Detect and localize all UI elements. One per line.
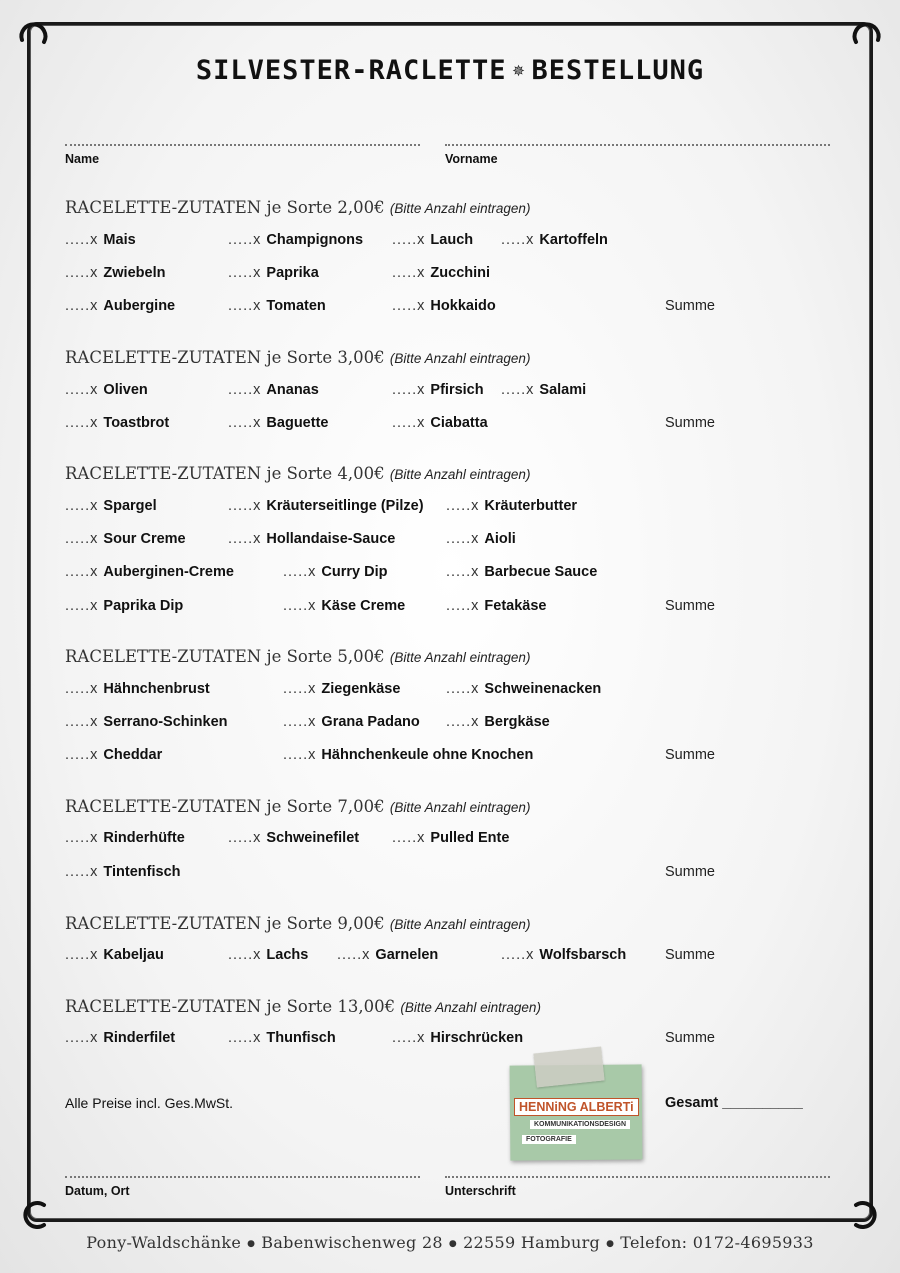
order-item[interactable] bbox=[501, 232, 608, 248]
order-item[interactable] bbox=[283, 747, 533, 763]
order-item[interactable] bbox=[228, 265, 319, 281]
item-name: Thunfisch bbox=[266, 1030, 336, 1046]
quantity-blank[interactable]: .....x bbox=[228, 265, 267, 281]
section-sum-field[interactable]: Summe bbox=[665, 598, 715, 614]
section-note: (Bitte Anzahl eintragen) bbox=[400, 1000, 541, 1015]
item-name: Auberginen-Creme bbox=[103, 564, 234, 580]
item-name: Toastbrot bbox=[103, 415, 170, 431]
item-name: Schweinefilet bbox=[266, 830, 360, 846]
order-item[interactable] bbox=[446, 714, 550, 730]
order-item[interactable] bbox=[65, 298, 175, 314]
item-name: Wolfsbarsch bbox=[539, 947, 627, 963]
order-item[interactable] bbox=[392, 382, 484, 398]
item-name: Aioli bbox=[484, 531, 516, 547]
order-item[interactable] bbox=[65, 747, 162, 763]
section-heading bbox=[65, 198, 530, 217]
item-name: Tintenfisch bbox=[103, 864, 181, 880]
title-left: SILVESTER-RACLETTE bbox=[195, 55, 507, 86]
order-item[interactable] bbox=[65, 531, 186, 547]
item-name: Lauch bbox=[430, 232, 474, 248]
item-name: Kräuterseitlinge (Pilze) bbox=[266, 498, 424, 514]
section-price: RACELETTE-ZUTATEN je Sorte 9,00€ bbox=[65, 914, 385, 933]
item-name: Kräuterbutter bbox=[484, 498, 578, 514]
quantity-blank[interactable]: .....x bbox=[392, 1030, 431, 1046]
unterschrift-line[interactable] bbox=[445, 1176, 830, 1178]
order-item[interactable] bbox=[392, 265, 490, 281]
logo-sub-foto: FOTOGRAFIE bbox=[522, 1135, 576, 1144]
order-item[interactable] bbox=[228, 1030, 336, 1046]
order-item[interactable] bbox=[65, 681, 210, 697]
item-name: Käse Creme bbox=[321, 598, 406, 614]
item-name: Hokkaido bbox=[430, 298, 496, 314]
quantity-blank[interactable]: .....x bbox=[65, 382, 104, 398]
section-price: RACELETTE-ZUTATEN je Sorte 2,00€ bbox=[65, 198, 385, 217]
vorname-line[interactable] bbox=[445, 144, 830, 146]
quantity-blank[interactable]: .....x bbox=[228, 531, 267, 547]
item-name: Kartoffeln bbox=[539, 232, 608, 248]
section-sum-field[interactable]: Summe bbox=[665, 415, 715, 431]
quantity-blank[interactable]: .....x bbox=[337, 947, 376, 963]
section-sum-field[interactable]: Summe bbox=[665, 298, 715, 314]
item-name: Ziegenkäse bbox=[321, 681, 401, 697]
quantity-blank[interactable]: .....x bbox=[228, 947, 267, 963]
section-heading bbox=[65, 914, 530, 933]
item-name: Hähnchenkeule ohne Knochen bbox=[321, 747, 534, 763]
order-item[interactable] bbox=[228, 298, 326, 314]
order-item[interactable] bbox=[446, 564, 597, 580]
bullet-icon: ● bbox=[606, 1239, 615, 1249]
address-part: Babenwischenweg 28 bbox=[261, 1233, 443, 1252]
section-note: (Bitte Anzahl eintragen) bbox=[389, 800, 531, 815]
datum-label: Datum, Ort bbox=[65, 1184, 130, 1198]
order-item[interactable] bbox=[228, 498, 424, 514]
order-item[interactable] bbox=[337, 947, 438, 963]
item-name: Baguette bbox=[266, 415, 329, 431]
order-item[interactable] bbox=[501, 382, 586, 398]
section-note: (Bitte Anzahl eintragen) bbox=[389, 467, 531, 482]
quantity-blank[interactable]: .....x bbox=[65, 598, 104, 614]
quantity-blank[interactable]: .....x bbox=[392, 382, 431, 398]
section-price: RACELETTE-ZUTATEN je Sorte 3,00€ bbox=[65, 348, 385, 367]
order-item[interactable] bbox=[228, 947, 308, 963]
page-title bbox=[0, 55, 900, 86]
order-item[interactable] bbox=[446, 681, 601, 697]
item-name: Rinderhüfte bbox=[103, 830, 185, 846]
section-note: (Bitte Anzahl eintragen) bbox=[389, 650, 531, 665]
quantity-blank[interactable]: .....x bbox=[65, 265, 104, 281]
section-heading bbox=[65, 797, 530, 816]
footer-address bbox=[0, 1233, 900, 1252]
section-sum-field[interactable]: Summe bbox=[665, 864, 715, 880]
logo-name: HENNiNG ALBERTi bbox=[514, 1098, 639, 1116]
total-field[interactable]: Gesamt __________ bbox=[665, 1095, 803, 1111]
item-name: Ananas bbox=[266, 382, 319, 398]
item-name: Champignons bbox=[266, 232, 364, 248]
quantity-blank[interactable]: .....x bbox=[501, 382, 540, 398]
order-item[interactable] bbox=[446, 498, 577, 514]
section-sum-field[interactable]: Summe bbox=[665, 1030, 715, 1046]
address-part: Telefon: 0172-4695933 bbox=[620, 1233, 814, 1252]
section-price: RACELETTE-ZUTATEN je Sorte 4,00€ bbox=[65, 464, 385, 483]
order-item[interactable] bbox=[65, 265, 165, 281]
section-heading bbox=[65, 464, 530, 483]
quantity-blank[interactable]: .....x bbox=[446, 714, 485, 730]
item-name: Sour Creme bbox=[103, 531, 186, 547]
quantity-blank[interactable]: .....x bbox=[65, 864, 104, 880]
section-price: RACELETTE-ZUTATEN je Sorte 13,00€ bbox=[65, 997, 396, 1016]
quantity-blank[interactable]: .....x bbox=[283, 564, 322, 580]
quantity-blank[interactable]: .....x bbox=[501, 232, 540, 248]
item-name: Salami bbox=[539, 382, 587, 398]
order-item[interactable] bbox=[392, 830, 509, 846]
unterschrift-label: Unterschrift bbox=[445, 1184, 516, 1198]
quantity-blank[interactable]: .....x bbox=[446, 564, 485, 580]
horseshoe-icon bbox=[846, 12, 886, 52]
order-item[interactable] bbox=[283, 564, 388, 580]
quantity-blank[interactable]: .....x bbox=[283, 598, 322, 614]
name-label: Name bbox=[65, 152, 100, 166]
quantity-blank[interactable]: .....x bbox=[392, 298, 431, 314]
order-item[interactable] bbox=[446, 598, 547, 614]
item-name: Cheddar bbox=[103, 747, 163, 763]
item-name: Paprika Dip bbox=[103, 598, 184, 614]
order-item[interactable] bbox=[65, 947, 164, 963]
quantity-blank[interactable]: .....x bbox=[392, 415, 431, 431]
quantity-blank[interactable]: .....x bbox=[65, 415, 104, 431]
quantity-blank[interactable]: .....x bbox=[446, 598, 485, 614]
address-part: Pony-Waldschänke bbox=[86, 1233, 242, 1252]
quantity-blank[interactable]: .....x bbox=[228, 415, 267, 431]
item-name: Ciabatta bbox=[430, 415, 488, 431]
section-note: (Bitte Anzahl eintragen) bbox=[389, 201, 531, 216]
quantity-blank[interactable]: .....x bbox=[228, 1030, 267, 1046]
quantity-blank[interactable]: .....x bbox=[392, 265, 431, 281]
item-name: Pfirsich bbox=[430, 382, 484, 398]
order-item[interactable] bbox=[501, 947, 626, 963]
quantity-blank[interactable]: .....x bbox=[65, 498, 104, 514]
tape-decoration bbox=[533, 1047, 604, 1088]
order-item[interactable] bbox=[228, 415, 328, 431]
bullet-icon: ● bbox=[247, 1239, 256, 1249]
item-name: Rinderfilet bbox=[103, 1030, 176, 1046]
quantity-blank[interactable]: .....x bbox=[283, 747, 322, 763]
quantity-blank[interactable]: .....x bbox=[65, 714, 104, 730]
quantity-blank[interactable]: .....x bbox=[65, 1030, 104, 1046]
order-item[interactable] bbox=[65, 232, 136, 248]
quantity-blank[interactable]: .....x bbox=[283, 714, 322, 730]
item-name: Zucchini bbox=[430, 265, 491, 281]
quantity-blank[interactable]: .....x bbox=[228, 830, 267, 846]
section-note: (Bitte Anzahl eintragen) bbox=[389, 917, 531, 932]
section-price: RACELETTE-ZUTATEN je Sorte 5,00€ bbox=[65, 647, 385, 666]
item-name: Barbecue Sauce bbox=[484, 564, 598, 580]
quantity-blank[interactable]: .....x bbox=[446, 498, 485, 514]
item-name: Hirschrücken bbox=[430, 1030, 524, 1046]
section-heading bbox=[65, 997, 541, 1016]
section-sum-field[interactable]: Summe bbox=[665, 947, 715, 963]
item-name: Grana Padano bbox=[321, 714, 420, 730]
order-item[interactable] bbox=[65, 564, 234, 580]
order-item[interactable] bbox=[228, 531, 395, 547]
name-line[interactable] bbox=[65, 144, 420, 146]
order-item[interactable] bbox=[228, 232, 363, 248]
order-item[interactable] bbox=[392, 415, 488, 431]
order-item[interactable] bbox=[65, 382, 148, 398]
item-name: Schweinenacken bbox=[484, 681, 602, 697]
datum-line[interactable] bbox=[65, 1176, 420, 1178]
vorname-label: Vorname bbox=[445, 152, 498, 166]
item-name: Kabeljau bbox=[103, 947, 164, 963]
quantity-blank[interactable]: .....x bbox=[65, 830, 104, 846]
item-name: Zwiebeln bbox=[103, 265, 166, 281]
section-price: RACELETTE-ZUTATEN je Sorte 7,00€ bbox=[65, 797, 385, 816]
order-item[interactable] bbox=[65, 1030, 175, 1046]
quantity-blank[interactable]: .....x bbox=[65, 232, 104, 248]
quantity-blank[interactable]: .....x bbox=[283, 681, 322, 697]
order-item[interactable] bbox=[65, 415, 169, 431]
order-item[interactable] bbox=[446, 531, 516, 547]
quantity-blank[interactable]: .....x bbox=[228, 498, 267, 514]
order-item[interactable] bbox=[65, 598, 183, 614]
quantity-blank[interactable]: .....x bbox=[65, 947, 104, 963]
item-name: Fetakäse bbox=[484, 598, 547, 614]
item-name: Garnelen bbox=[375, 947, 439, 963]
horseshoe-icon bbox=[14, 12, 54, 52]
quantity-blank[interactable]: .....x bbox=[446, 681, 485, 697]
item-name: Curry Dip bbox=[321, 564, 388, 580]
quantity-blank[interactable]: .....x bbox=[501, 947, 540, 963]
item-name: Hähnchenbrust bbox=[103, 681, 210, 697]
horseshoe-icon bbox=[846, 1195, 886, 1235]
order-item[interactable] bbox=[392, 1030, 523, 1046]
quantity-blank[interactable]: .....x bbox=[446, 531, 485, 547]
quantity-blank[interactable]: .....x bbox=[228, 232, 267, 248]
item-name: Lachs bbox=[266, 947, 309, 963]
title-right: BESTELLUNG bbox=[531, 55, 705, 86]
order-item[interactable] bbox=[65, 714, 228, 730]
item-name: Serrano-Schinken bbox=[103, 714, 228, 730]
quantity-blank[interactable]: .....x bbox=[392, 830, 431, 846]
item-name: Oliven bbox=[103, 382, 148, 398]
quantity-blank[interactable]: .....x bbox=[65, 564, 104, 580]
quantity-blank[interactable]: .....x bbox=[65, 531, 104, 547]
quantity-blank[interactable]: .....x bbox=[228, 382, 267, 398]
order-item[interactable] bbox=[392, 232, 473, 248]
section-note: (Bitte Anzahl eintragen) bbox=[389, 351, 531, 366]
star-icon: ✵ bbox=[512, 57, 526, 81]
price-note: Alle Preise incl. Ges.MwSt. bbox=[65, 1095, 234, 1111]
order-item[interactable] bbox=[65, 830, 185, 846]
order-item[interactable] bbox=[228, 382, 319, 398]
item-name: Bergkäse bbox=[484, 714, 550, 730]
quantity-blank[interactable]: .....x bbox=[65, 681, 104, 697]
quantity-blank[interactable]: .....x bbox=[65, 298, 104, 314]
quantity-blank[interactable]: .....x bbox=[228, 298, 267, 314]
quantity-blank[interactable]: .....x bbox=[65, 747, 104, 763]
order-item[interactable] bbox=[392, 298, 496, 314]
item-name: Spargel bbox=[103, 498, 157, 514]
order-item[interactable] bbox=[65, 864, 181, 880]
section-heading bbox=[65, 647, 530, 666]
item-name: Aubergine bbox=[103, 298, 176, 314]
item-name: Tomaten bbox=[266, 298, 326, 314]
item-name: Hollandaise-Sauce bbox=[266, 531, 396, 547]
order-item[interactable] bbox=[65, 498, 157, 514]
section-sum-field[interactable]: Summe bbox=[665, 747, 715, 763]
item-name: Paprika bbox=[266, 265, 319, 281]
item-name: Pulled Ente bbox=[430, 830, 510, 846]
quantity-blank[interactable]: .....x bbox=[392, 232, 431, 248]
logo-sub-design: KOMMUNIKATIONSDESIGN bbox=[530, 1120, 630, 1129]
order-item[interactable] bbox=[283, 714, 420, 730]
order-item[interactable] bbox=[283, 681, 400, 697]
bullet-icon: ● bbox=[448, 1239, 458, 1249]
section-heading bbox=[65, 348, 530, 367]
item-name: Mais bbox=[103, 232, 136, 248]
address-part: 22559 Hamburg bbox=[463, 1233, 601, 1252]
horseshoe-icon bbox=[14, 1195, 54, 1235]
order-item[interactable] bbox=[283, 598, 405, 614]
order-item[interactable] bbox=[228, 830, 359, 846]
